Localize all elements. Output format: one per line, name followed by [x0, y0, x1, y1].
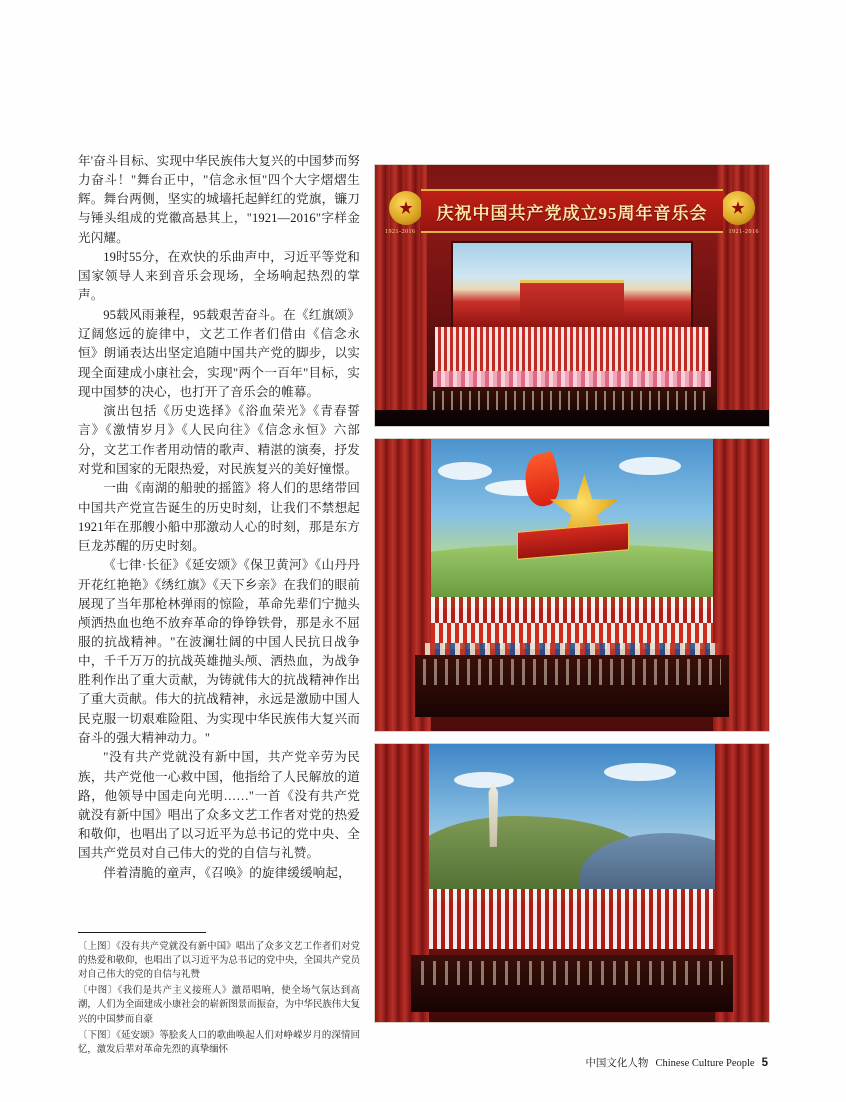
- party-emblem-right-icon: ★: [721, 191, 755, 225]
- stage-banner: [421, 189, 723, 233]
- flower-arrangement: [433, 371, 711, 387]
- body-paragraph-4: 演出包括《历史选择》《浴血荣光》《青春誓言》《激情岁月》《人民向往》《信念永恒》六部分，文艺工作者用动情的歌声、精湛的演奏，抒发对党和国家的无限热爱，对民族复兴的美好憧憬。: [78, 404, 360, 476]
- body-paragraph-2: 19时55分，在欢快的乐曲声中，习近平等党和国家领导人来到音乐会现场，全场响起热烈的掌声。: [78, 250, 360, 303]
- choir-row-upper: [429, 889, 715, 919]
- caption-divider: [78, 932, 206, 933]
- body-paragraph-6: 《七律·长征》《延安颂》《保卫黄河》《山丹丹开花红艳艳》《绣红旗》《天下乡亲》在我们的眼前展现了当年那枪林弹雨的惊险，革命先辈们宁抛头颅洒热血也绝不放弃革命的铮铮铁骨，那是永不屈服的抗战精神。"在波澜壮阔的中国人民抗日战争中，千千万万的抗战英雄抛头颅、洒热血，为战争胜利作出了重大贡献，为铸就伟大的抗战精神作出了重大贡献。伟大的抗战精神，永远是激励中国人民克服一切艰难险阻、为实现中华民族伟大复兴而奋斗的强大精神动力。": [78, 558, 360, 745]
- audience-silhouette: [375, 410, 769, 426]
- body-paragraph-3: 95载风雨兼程，95载艰苦奋斗。在《红旗颂》辽阔悠远的旋律中，文艺工作者们借由《信念永恒》朗诵表达出坚定追随中国共产党的脚步，以实现全面建成小康社会，实现"两个一百年"目标，实现中国梦的决心，也打开了音乐会的帷幕。: [78, 308, 360, 399]
- choir-rows: [435, 327, 709, 373]
- tiananmen-image: [520, 280, 625, 320]
- photo-column: [374, 164, 768, 1023]
- stage-banner-text: 庆祝中国共产党成立95周年音乐会: [436, 203, 708, 223]
- orchestra-musicians: [423, 659, 721, 685]
- year-label-right: 1921-2016: [728, 229, 759, 235]
- choir-row-lower: [429, 919, 715, 949]
- choir-row-upper: [431, 597, 713, 623]
- body-paragraph-5: 一曲《南湖的船驶的摇篮》将人们的思绪带回中国共产党宣告诞生的历史时刻，让我们不禁想起1921年在那艘小船中那激动人心的时刻，那是东方巨龙苏醒的历史时刻。: [78, 481, 360, 553]
- body-paragraph-8: 伴着清脆的童声，《召唤》的旋律缓缓响起，: [103, 865, 351, 880]
- photo-concert-stage-wide: [374, 164, 770, 427]
- orchestra-pit: [415, 655, 729, 717]
- publication-name-en: Chinese Culture People: [655, 1058, 755, 1069]
- photo-star-emblem-stage: [374, 438, 770, 732]
- led-screen: [451, 241, 693, 329]
- photo-captions: [78, 932, 360, 1059]
- page-footer: [585, 1055, 768, 1070]
- publication-name-cn: 中国文化人物: [585, 1058, 649, 1069]
- body-paragraph-7: "没有共产党就没有新中国，共产党辛劳为民族，共产党他一心救中国，他指给了人民解放的道路，他领导中国走向光明……"一首《没有共产党就没有新中国》唱出了众多文艺工作者对党的热爱和敬仰，也唱出了以习近平为总书记的党中央、全国共产党员对自己伟大的党的自信与礼赞。: [78, 750, 360, 861]
- page-number: 5: [761, 1057, 768, 1069]
- photo-pagoda-hill-stage: [374, 743, 770, 1023]
- year-label-left: 1921-2016: [385, 229, 416, 235]
- caption-bottom-photo: 〔下图〕《延安颂》等脍炙人口的歌曲唤起人们对峥嵘岁月的深情回忆，激发后辈对革命先烈的真挚缅怀: [78, 1030, 360, 1055]
- orchestra-pit: [427, 387, 717, 412]
- body-paragraph-1: 年'奋斗目标、实现中华民族伟大复兴的中国梦而努力奋斗！"舞台正中，"信念永恒"四个大字熠熠生辉。舞台两侧，坚实的城墙托起鲜红的党旗，镰刀与锤头组成的党徽高悬其上，"1921—2016"字样金光闪耀。: [78, 154, 360, 245]
- party-emblem-left-icon: ★: [389, 191, 423, 225]
- caption-top-photo: 〔上图〕《没有共产党就没有新中国》唱出了众多文艺工作者们对党的热爱和敬仰，也唱出了以习近平为总书记的党中央，全国共产党员对自己伟大的党的自信与礼赞: [78, 942, 360, 981]
- article-text-column: [78, 152, 360, 883]
- caption-middle-photo: 〔中图〕《我们是共产主义接班人》激昂唱响，使全场气氛达到高潮，人们为全面建成小康社会的崭新图景而振奋，为中华民族伟大复兴的中国梦而自豪: [78, 986, 360, 1025]
- cloud-shape-3: [619, 457, 681, 475]
- orchestra-pit: [411, 955, 733, 1012]
- cloud-shape-1: [454, 772, 514, 788]
- orchestra-musicians: [421, 961, 723, 985]
